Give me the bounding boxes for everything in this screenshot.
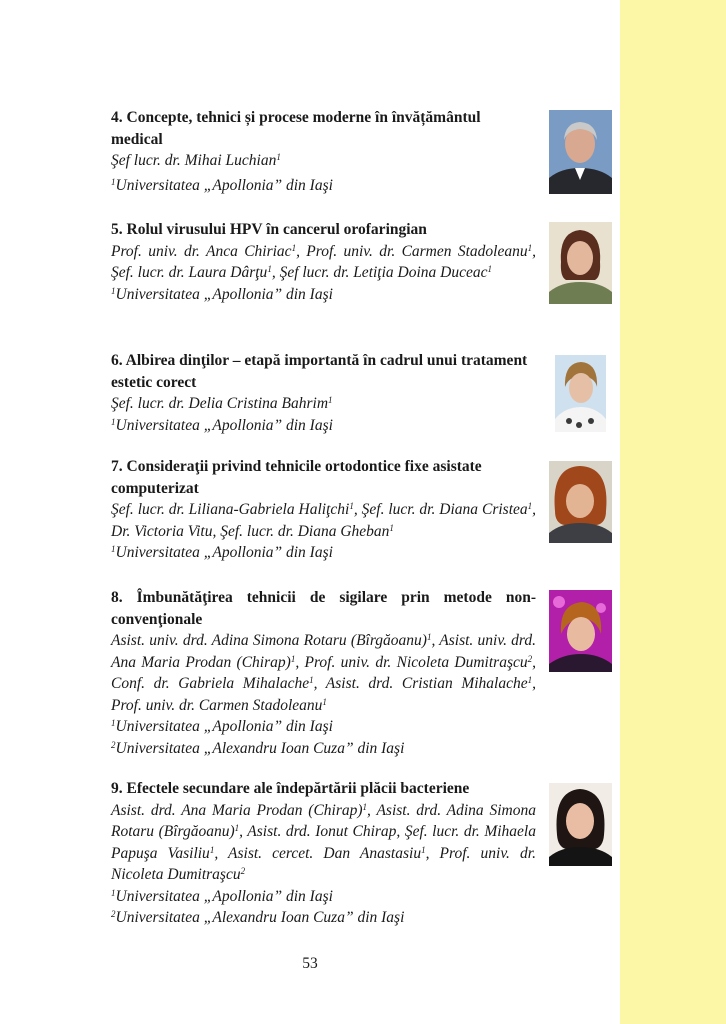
- author-photo: [549, 590, 612, 672]
- entry-authors: Prof. univ. dr. Anca Chiriac$^1$, Prof. univ. dr. Carmen Stadoleanu$^1$, Şef. lucr. dr. Laura Dârţu$^1$, Şef lucr. dr. Letiţia Doina Duceac$^1$: [111, 242, 536, 281]
- entry-5: [111, 219, 536, 305]
- author-photo: [549, 222, 612, 304]
- page-number: 53: [302, 955, 318, 972]
- entry-authors: Asist. drd. Ana Maria Prodan (Chirap)$^1$, Asist. drd. Adina Simona Rotaru (Bîrgăoanu)$^1$, Asist. drd. Ionut Chirap, Şef. lucr. dr. Mihaela Papuşa Vasiliu$^1$, Asist. cercet. Dan Anastasiu$^1$, Prof. univ. dr. Nicoleta Dumitraşcu$^2$: [111, 801, 536, 883]
- author-photo: [549, 110, 612, 194]
- entry-title: 4. Concepte, tehnici și procese moderne în învățământul medical: [111, 109, 481, 148]
- entry-affiliation: $^1$Universitatea „Apollonia” din Iaşi: [111, 544, 333, 561]
- entry-affiliation: $^1$Universitatea „Apollonia” din Iaşi: [111, 718, 333, 735]
- entry-authors: Şef. lucr. dr. Liliana-Gabriela Haliţchi$^1$, Şef. lucr. dr. Diana Cristea$^1$, Dr. Victoria Vitu, Şef. lucr. dr. Diana Gheban$^1$: [111, 501, 537, 540]
- entry-title: 5. Rolul virusului HPV în cancerul orofaringian: [111, 221, 427, 238]
- author-photo: [549, 783, 612, 866]
- entry-affiliation: $^1$Universitatea „Apollonia” din Iaşi: [111, 887, 333, 905]
- entry-8: [111, 587, 536, 759]
- entry-affiliation: $^1$Universitatea „Apollonia” din Iaşi: [111, 416, 333, 434]
- entry-affiliation: $^1$Universitatea „Apollonia” din Iaşi: [111, 176, 333, 194]
- side-margin-band: [620, 0, 726, 1024]
- entry-affiliation: $^2$Universitatea „Alexandru Ioan Cuza” din Iaşi: [111, 739, 405, 757]
- author-photo: [549, 461, 612, 543]
- entry-title: 9. Efectele secundare ale îndepărtării plăcii bacteriene: [111, 780, 470, 797]
- author-photo: [555, 355, 606, 432]
- entry-title: 6. Albirea dinţilor – etapă importantă în cadrul unui tratament estetic corect: [111, 352, 528, 391]
- entry-9: [111, 778, 536, 929]
- entry-7: [111, 456, 536, 564]
- entry-affiliation: $^1$Universitatea „Apollonia” din Iaşi: [111, 285, 333, 303]
- entry-affiliation: $^2$Universitatea „Alexandru Ioan Cuza” din Iaşi: [111, 909, 405, 926]
- entry-authors: Asist. univ. drd. Adina Simona Rotaru (Bîrgăoanu)$^1$, Asist. univ. drd. Ana Maria Prodan (Chirap)$^1$, Prof. univ. dr. Nicoleta Dumitraşcu$^2$, Conf. dr. Gabriela Mihalache$^1$, Asist. drd. Cristian Mihalache$^1$, Prof. univ. dr. Carmen Stadoleanu$^1$: [111, 632, 536, 714]
- entry-title: 7. Consideraţii privind tehnicile ortodontice fixe asistate computerizat: [111, 458, 482, 497]
- entry-authors: Şef. lucr. dr. Delia Cristina Bahrim$^1$: [111, 395, 333, 412]
- entry-title: 8. Îmbunătăţirea tehnicii de sigilare prin metode non-convenţionale: [111, 589, 536, 628]
- entry-authors: Şef lucr. dr. Mihai Luchian$^1$: [111, 152, 281, 169]
- entry-6: [111, 350, 536, 436]
- entry-4: [111, 107, 536, 196]
